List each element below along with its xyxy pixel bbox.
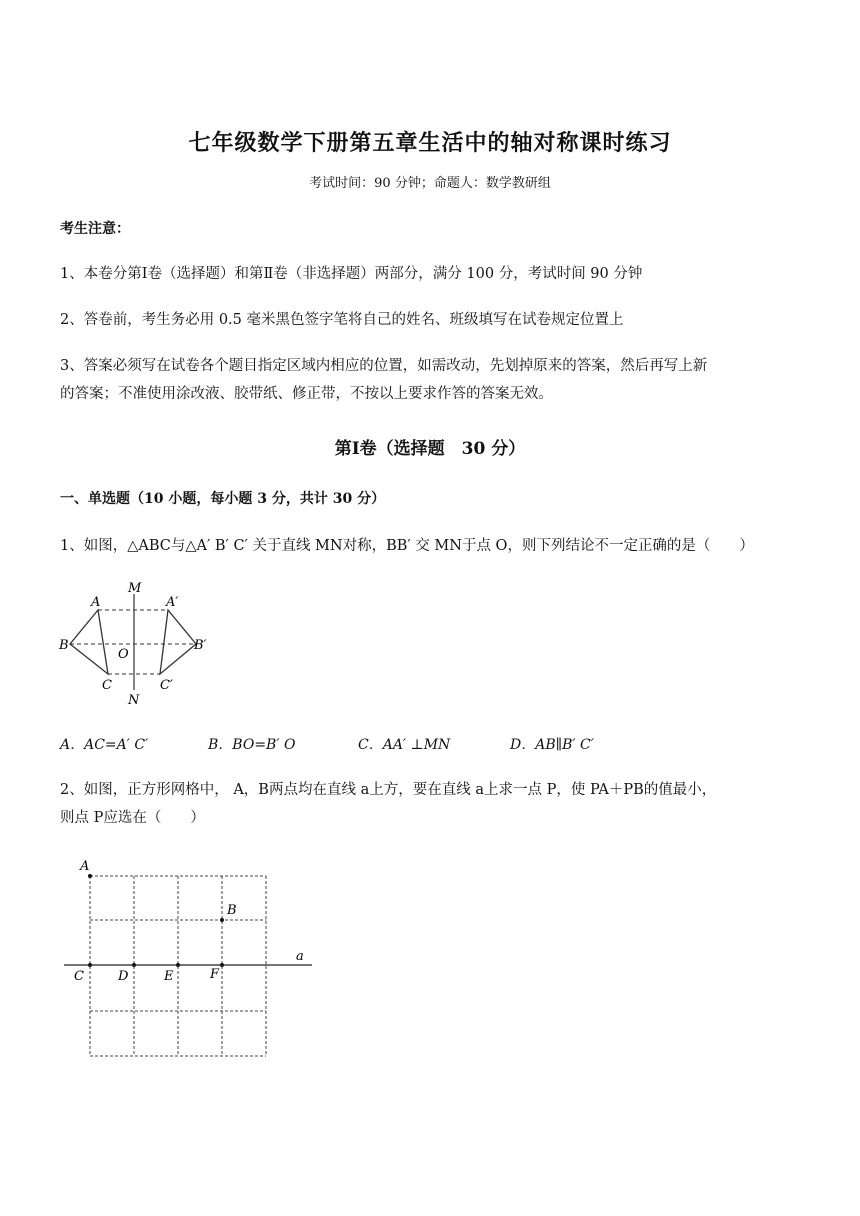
notice-item-3-cont: 的答案；不准使用涂改液、胶带纸、修正带，不按以上要求作答的答案无效。: [60, 386, 553, 402]
label-O: O: [118, 647, 129, 662]
label-A: A: [80, 859, 90, 874]
label-B: B: [59, 638, 69, 653]
question-1-figure: [56, 578, 216, 708]
notice-heading: 考生注意：: [60, 221, 130, 237]
question-2-stem-cont: 则点 P应选在（ ）: [60, 810, 205, 826]
option-d[interactable]: D．AB∥B′ C′: [510, 737, 594, 753]
option-c[interactable]: C．AA′ ⊥MN: [358, 737, 451, 753]
label-F: F: [210, 967, 220, 982]
label-A-prime: A′: [166, 595, 179, 610]
label-A: A: [91, 595, 101, 610]
notice-item-2: 2、答卷前，考生务必用 0.5 毫米黑色签字笔将自己的姓名、班级填写在试卷规定位置上: [60, 312, 624, 328]
option-b[interactable]: B．BO=B′ O: [208, 737, 296, 753]
label-C: C: [102, 678, 112, 693]
question-1-stem: 1、如图，△ABC与△A′ B′ C′ 关于直线 MN对称，BB′ 交 MN于点 O，则下列结论不一定正确的是（ ）: [60, 538, 754, 554]
label-D: D: [118, 969, 129, 984]
label-B: B: [227, 903, 237, 918]
exam-info: 考试时间：90 分钟；命题人：数学教研组: [309, 176, 551, 191]
label-M: M: [128, 581, 142, 596]
section-title: 第Ⅰ卷（选择题 30 分）: [334, 439, 526, 459]
page-title: 七年级数学下册第五章生活中的轴对称课时练习: [188, 130, 672, 156]
notice-item-1: 1、本卷分第Ⅰ卷（选择题）和第Ⅱ卷（非选择题）两部分，满分 100 分，考试时间 90 分钟: [60, 266, 643, 282]
label-N: N: [128, 693, 140, 708]
question-2-grid-figure: [58, 856, 328, 1066]
notice-item-3: 3、答案必须写在试卷各个题目指定区域内相应的位置，如需改动，先划掉原来的答案，然后再写上新: [60, 358, 708, 374]
label-C-prime: C′: [160, 678, 173, 693]
label-E: E: [164, 969, 174, 984]
question-2-stem: 2、如图，正方形网格中， A，B两点均在直线 a上方，要在直线 a上求一点 P，使 PA＋PB的值最小，: [60, 782, 717, 798]
label-C: C: [74, 969, 84, 984]
part-heading: 一、单选题（10 小题，每小题 3 分，共计 30 分）: [60, 491, 386, 507]
label-line-a: a: [296, 949, 304, 964]
label-B-prime: B′: [194, 638, 207, 653]
option-a[interactable]: A．AC=A′ C′: [60, 737, 149, 753]
